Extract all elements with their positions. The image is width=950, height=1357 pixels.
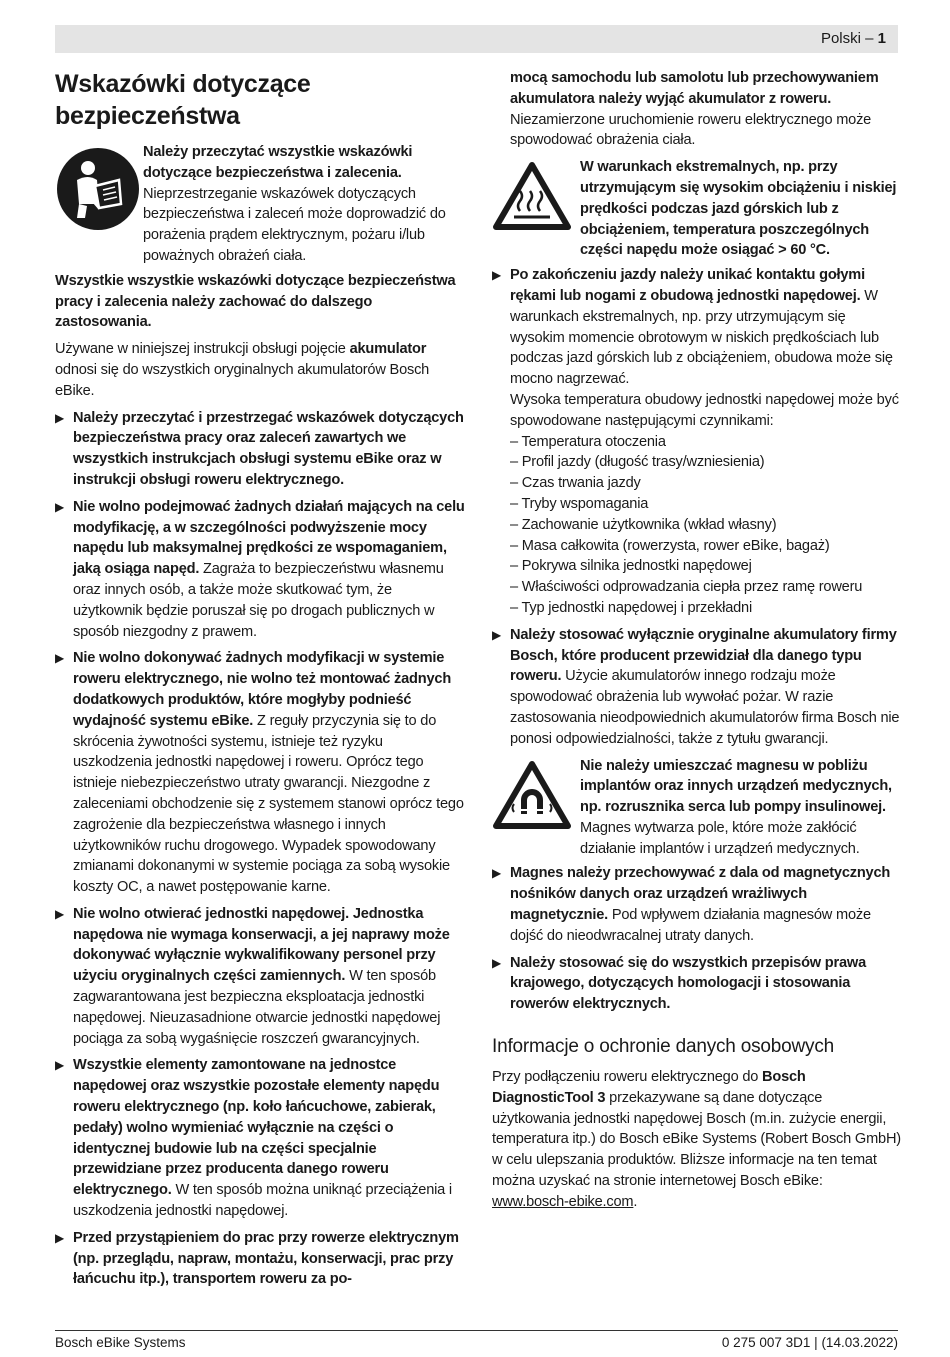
triangle-bullet-icon: ▶: [492, 268, 502, 283]
bullet-4-text: W ten sposób zagwarantowana jest bezpieczna eksploatacja jednostki napędowej. Nieuzasadnione otwarcie jednostki napędowej pociąga za sobą wygaśnięcie roszczeń gwarancyjnych.: [73, 968, 441, 1047]
language-label: Polski –: [820, 30, 878, 47]
footer-doc-number: 0 275 007 3D1 | (14.03.2022): [721, 1335, 898, 1350]
triangle-bullet-icon: ▶: [55, 906, 65, 921]
privacy-paragraph: [492, 1067, 902, 1213]
page-number-label: [821, 30, 886, 47]
list-item: – Tryby wspomagania: [510, 495, 649, 512]
bullet-6-continued-bold: mocą samochodu lub samolotu lub przechowywaniem akumulatora należy wyjąć akumulator z roweru.: [510, 70, 879, 107]
bullet-5-text: W ten sposób można uniknąć przeciążenia i uszkodzenia jednostki napędowej.: [73, 1182, 452, 1220]
bullet-10-bold: Należy stosować się do wszystkich przepisów prawa krajowego, dotyczących homologacji i stosowania rowerów elektrycznych.: [510, 954, 866, 1013]
triangle-bullet-icon: ▶: [55, 651, 65, 666]
triangle-bullet-icon: ▶: [55, 1058, 65, 1073]
triangle-bullet-icon: ▶: [55, 410, 65, 425]
left-column: [55, 68, 465, 1296]
right-column: [492, 68, 902, 1219]
bullet-8-bold: Należy stosować wyłącznie oryginalne akumulatory firmy Bosch, które producent przewidział dla danego typu roweru.: [510, 626, 897, 685]
privacy-text-end: .: [633, 1193, 638, 1210]
magnet-warning-text: Magnes wytwarza pole, które może zakłócić działanie implantów i urządzeń medycznych.: [580, 819, 860, 857]
bullet-7-bold: Po zakończeniu jazdy należy unikać kontaktu gołymi rękami lub nogami z obudową jednostki napędowej.: [510, 267, 865, 304]
list-item: [55, 1055, 465, 1221]
list-item: [55, 497, 465, 643]
triangle-bullet-icon: ▶: [492, 866, 502, 881]
read-instructions-text: Nieprzestrzeganie wskazówek dotyczących bezpieczeństwa i zaleceń może doprowadzić do porażenia prądem elektrycznym, pożaru i/lub poważnych obrażeń ciała.: [143, 185, 446, 264]
bullet-3-bold: Nie wolno dokonywać żadnych modyfikacji w systemie roweru elektrycznego, nie wolno też montować żadnych dodatkowych produktów, które mogłyby podnieść wydajność systemu eBike.: [73, 650, 452, 729]
read-manual-notice: [55, 142, 465, 267]
bosch-ebike-link[interactable]: www.bosch-ebike.com: [492, 1193, 634, 1210]
list-item: – Czas trwania jazdy: [510, 475, 641, 492]
list-item: – Temperatura otoczenia: [510, 433, 666, 450]
list-item: [492, 953, 902, 1015]
read-manual-icon: [55, 142, 143, 267]
bullet-3-text: Z reguły przyczynia się to do skrócenia żywotności systemu, istnieje też ryzyku uszkodzenia jednostki napędowej i roweru. Oprócz tego istnieje niebezpieczeństwo utraty gwarancji. Niezgodne z zaleceniami obchodzenie się z systemem stanowi oprócz tego zagrożenie dla bezpieczeństwa własnego i innych użytkowników ruchu drogowego. Wypadek spowodowany zmianami dokonanymi w systemie pociąga za sobą wysokie koszty OC, a nawet postępowanie karne.: [73, 712, 464, 896]
page-footer: [55, 1330, 898, 1350]
magnet-warning-bold: Nie należy umieszczać magnesu w pobliżu implantów oraz innych urządzeń medycznych, np. rozrusznika serca lub pompy insulinowej.: [580, 757, 892, 816]
hot-surface-text: W warunkach ekstremalnych, np. przy utrzymującym się wysokim obciążeniu i niskiej prędkości podczas jazd górskich lub z obciążeniem, temperatura poszczególnych części napędu może osiągać > 60 °C.: [580, 159, 897, 259]
list-item: – Typ jednostki napędowej i przekładni: [510, 599, 753, 616]
bullet-2-bold: Nie wolno podejmować żadnych działań mających na celu modyfikację, a w szczególności podwyższenie mocy napędu lub maksymalnej prędkości ze wspomaganiem, jaką osiąga napęd.: [73, 498, 465, 578]
privacy-text-a: Przy podłączeniu roweru elektrycznego do: [492, 1069, 763, 1086]
magnet-warning-icon: [492, 756, 580, 860]
hot-surface-warning-icon: [492, 157, 580, 261]
bullet-6-continued-text: Niezamierzone uruchomienie roweru elektrycznego może spowodować obrażenia ciała.: [510, 111, 872, 149]
list-item: [492, 863, 902, 946]
list-item: [55, 1228, 465, 1290]
bullet-4-bold: Nie wolno otwierać jednostki napędowej. Jednostka napędowa nie wymaga konserwacji, a jej naprawy może dokonywać wyłącznie wykwalifikowany personel przy użyciu oryginalnych części zamiennych.: [73, 905, 450, 985]
bullet-2-text: Zagraża to bezpieczeństwu własnemu oraz innych osób, a także może skutkować tym, że użytkownik będzie poruszał się po drogach publicznych w sposób niezgodny z prawem.: [73, 561, 444, 640]
bullet-9-text: Pod wpływem działania magnesów może dojść do nieodwracalnej utraty danych.: [510, 907, 871, 944]
bullet-5-bold: Wszystkie elementy zamontowane na jednostce napędowej oraz wszystkie pozostałe elementy napędu roweru elektrycznego (np. koło łańcuchowe, zabierak, pedały) wolno wymieniać wyłącznie na części o identycznej budowie lub na części specjalnie przewidziane przez producenta danego roweru elektrycznego.: [73, 1057, 440, 1199]
list-item: – Pokrywa silnika jednostki napędowej: [510, 558, 752, 575]
list-item: – Profil jazdy (długość trasy/wzniesienia): [510, 454, 765, 471]
list-item: [55, 648, 465, 898]
section-title: [55, 68, 465, 132]
term-definition: [55, 339, 465, 401]
term-text-c: odnosi się do wszystkich oryginalnych akumulatorów Bosch eBike.: [55, 361, 430, 399]
list-item: – Zachowanie użytkownika (wkład własny): [510, 516, 777, 533]
bullet-6-bold: Przed przystąpieniem do prac przy rowerze elektrycznym (np. przeglądu, napraw, montażu, konserwacji, prac przy łańcuchu itp.), transportem roweru za po-: [73, 1229, 459, 1288]
magnet-warning: [492, 756, 902, 860]
list-item: [492, 625, 902, 750]
privacy-text-c: przekazywane są dane dotyczące użytkowania jednostki napędowej Bosch (m.in. zużycie energii, temperatura itp.) do Bosch eBike Systems (Robert Bosch GmbH) w celu ulepszania produktów. Bliższe informacje na ten temat można uzyskać na stronie internetowej Bosch eBike:: [492, 1089, 901, 1190]
page-number: 1: [877, 30, 886, 47]
triangle-bullet-icon: ▶: [55, 499, 65, 514]
read-instructions-bold: Należy przeczytać wszystkie wskazówki dotyczące bezpieczeństwa i zalecenia.: [143, 144, 413, 181]
list-item: [55, 904, 465, 1050]
page-header-bar: [55, 25, 898, 53]
list-item: – Właściwości odprowadzania ciepła przez ramę roweru: [510, 579, 863, 596]
heat-factors-list: [510, 432, 902, 619]
hot-surface-warning: [492, 157, 902, 261]
bullet-8-text: Użycie akumulatorów innego rodzaju może spowodować obrażenia lub wywołać pożar. W razie zastosowania nieodpowiednich akumulatorów firma Bosch nie ponosi odpowiedzialności, także z tytułu gwarancji.: [510, 668, 900, 747]
triangle-bullet-icon: ▶: [492, 955, 502, 970]
bullet-1-bold: Należy przeczytać i przestrzegać wskazówek dotyczących bezpieczeństwa pracy oraz zaleceń zawartych we wszystkich instrukcjach obsługi systemu eBike oraz w instrukcji obsługi roweru elektrycznego.: [73, 409, 464, 488]
heat-factors-intro: Wysoka temperatura obudowy jednostki napędowej może być spowodowane następującymi czynnikami:: [510, 391, 899, 429]
term-akumulator: akumulator: [349, 341, 427, 358]
triangle-bullet-icon: ▶: [492, 627, 502, 642]
triangle-bullet-icon: ▶: [55, 1230, 65, 1245]
list-item: [492, 265, 902, 619]
keep-instructions-text: Wszystkie wszystkie wskazówki dotyczące bezpieczeństwa pracy i zalecenia należy zachować do dalszego zastosowania.: [55, 272, 456, 331]
footer-company: Bosch eBike Systems: [55, 1335, 186, 1350]
privacy-heading: Informacje o ochronie danych osobowych: [492, 1036, 834, 1058]
list-item: [55, 408, 465, 491]
term-text-a: Używane w niniejszej instrukcji obsługi pojęcie: [55, 341, 350, 358]
list-item: – Masa całkowita (rowerzysta, rower eBike, bagaż): [510, 537, 830, 554]
privacy-tool-name: Bosch DiagnosticTool 3: [492, 1069, 806, 1106]
title-line-2: bezpieczeństwa: [55, 102, 240, 130]
title-line-1: Wskazówki dotyczące: [55, 70, 311, 98]
bullet-7-text: W warunkach ekstremalnych, np. przy utrzymującym się wysokim momencie obrotowym w niskich prędkościach lub podczas jazd górskich lub z obciążeniem, obudowa może się mocno nagrzewać.: [510, 287, 893, 388]
bullet-9-bold: Magnes należy przechowywać z dala od magnetycznych nośników danych oraz urządzeń wrażliwych magnetycznie.: [510, 865, 891, 924]
